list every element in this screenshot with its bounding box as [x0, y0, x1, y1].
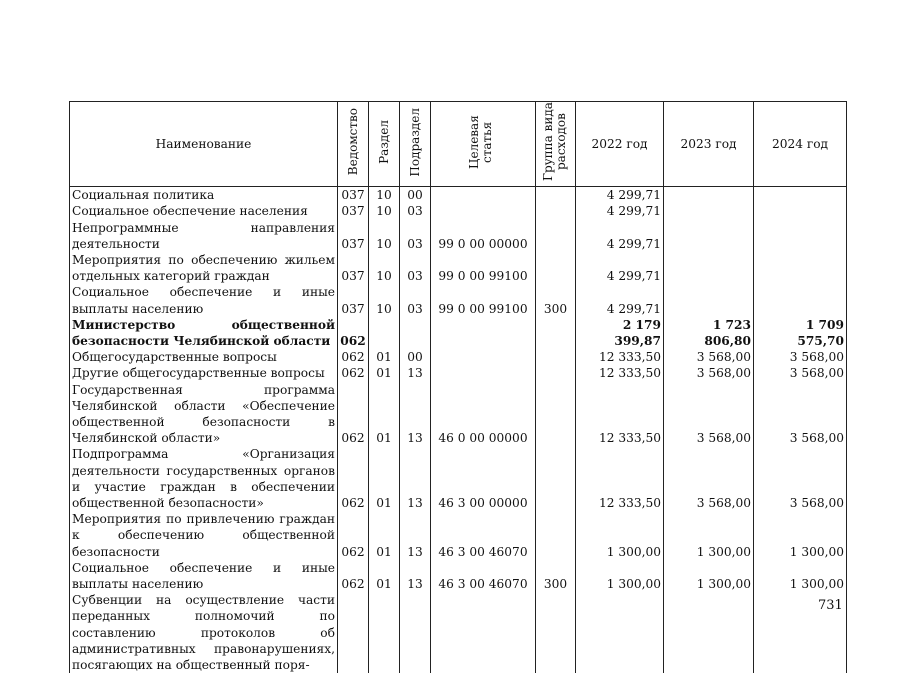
- cell-subsection: 13: [400, 365, 431, 381]
- cell-2023: [664, 284, 754, 316]
- cell-2022: 4 299,71: [576, 203, 664, 219]
- cell-2023: 3 568,00: [664, 365, 754, 381]
- cell-group: [536, 592, 576, 673]
- cell-2024: 1 300,00: [754, 511, 847, 560]
- cell-2022: [576, 592, 664, 673]
- cell-dept: 037: [338, 187, 369, 204]
- cell-name: Социальное обеспечение и иные выплаты населению: [70, 560, 338, 592]
- cell-2022: 4 299,71: [576, 220, 664, 252]
- cell-section: 01: [369, 560, 400, 592]
- cell-target: 46 0 00 00000: [431, 382, 536, 447]
- cell-group: [536, 317, 576, 349]
- cell-2023: [664, 592, 754, 673]
- cell-subsection: [400, 592, 431, 673]
- cell-name: Подпрограмма «Организация деятельности государственных органов и участие граждан в обеспечении общественной безопасности»: [70, 446, 338, 511]
- cell-dept: 037: [338, 203, 369, 219]
- cell-subsection: 00: [400, 349, 431, 365]
- cell-section: 10: [369, 220, 400, 252]
- cell-2024: [754, 203, 847, 219]
- cell-name: Субвенции на осуществление части переданных полномочий по составлению протоколов об административных правонарушениях, посягающих на общественный поря-: [70, 592, 338, 673]
- cell-group: [536, 511, 576, 560]
- cell-dept: 062: [338, 349, 369, 365]
- cell-section: 10: [369, 203, 400, 219]
- cell-subsection: [400, 317, 431, 349]
- cell-2022: 4 299,71: [576, 252, 664, 284]
- cell-2022: 2 179 399,87: [576, 317, 664, 349]
- cell-2024: [754, 220, 847, 252]
- cell-name: Мероприятия по привлечению граждан к обеспечению общественной безопасности: [70, 511, 338, 560]
- table-row: [70, 284, 847, 316]
- table-row: [70, 592, 847, 673]
- table-row: [70, 511, 847, 560]
- cell-2024: 3 568,00: [754, 349, 847, 365]
- cell-2023: 3 568,00: [664, 349, 754, 365]
- table-row: [70, 382, 847, 447]
- cell-target: 46 3 00 46070: [431, 560, 536, 592]
- cell-target: [431, 317, 536, 349]
- cell-2023: [664, 220, 754, 252]
- cell-subsection: 13: [400, 446, 431, 511]
- cell-target: 99 0 00 99100: [431, 284, 536, 316]
- cell-subsection: 03: [400, 220, 431, 252]
- cell-target: [431, 365, 536, 381]
- cell-subsection: 03: [400, 252, 431, 284]
- cell-target: 46 3 00 46070: [431, 511, 536, 560]
- cell-2022: 4 299,71: [576, 284, 664, 316]
- table-row: [70, 349, 847, 365]
- cell-2023: [664, 187, 754, 204]
- cell-group: [536, 349, 576, 365]
- budget-table: [69, 101, 847, 673]
- cell-2024: 3 568,00: [754, 365, 847, 381]
- cell-dept: 037: [338, 284, 369, 316]
- cell-target: [431, 203, 536, 219]
- cell-subsection: 00: [400, 187, 431, 204]
- cell-subsection: 13: [400, 382, 431, 447]
- header-group: Группа вида расходов: [540, 102, 568, 182]
- cell-group: [536, 203, 576, 219]
- page-number: 731: [818, 598, 843, 613]
- cell-group: [536, 446, 576, 511]
- cell-subsection: 03: [400, 203, 431, 219]
- cell-section: 01: [369, 349, 400, 365]
- cell-section: 01: [369, 446, 400, 511]
- header-name: Наименование: [70, 102, 338, 187]
- cell-name: Мероприятия по обеспечению жильем отдельных категорий граждан: [70, 252, 338, 284]
- cell-name: Министерство общественной безопасности Челябинской области: [70, 317, 338, 349]
- cell-name: Общегосударственные вопросы: [70, 349, 338, 365]
- cell-dept: 062: [338, 560, 369, 592]
- cell-2022: 4 299,71: [576, 187, 664, 204]
- header-section: Раздел: [376, 120, 391, 164]
- cell-2023: 1 300,00: [664, 511, 754, 560]
- cell-dept: 062: [338, 511, 369, 560]
- cell-target: [431, 187, 536, 204]
- table-row: [70, 203, 847, 219]
- header-2022: 2022 год: [576, 102, 664, 187]
- cell-2024: 1 709 575,70: [754, 317, 847, 349]
- cell-target: [431, 592, 536, 673]
- cell-section: 10: [369, 284, 400, 316]
- cell-subsection: 13: [400, 511, 431, 560]
- cell-group: 300: [536, 284, 576, 316]
- cell-2022: 1 300,00: [576, 511, 664, 560]
- cell-section: 01: [369, 365, 400, 381]
- cell-name: Социальное обеспечение и иные выплаты населению: [70, 284, 338, 316]
- cell-2024: [754, 187, 847, 204]
- cell-dept: [338, 592, 369, 673]
- cell-name: Другие общегосударственные вопросы: [70, 365, 338, 381]
- cell-2024: 3 568,00: [754, 446, 847, 511]
- cell-target: 99 0 00 00000: [431, 220, 536, 252]
- cell-dept: 037: [338, 252, 369, 284]
- table-row: [70, 220, 847, 252]
- cell-dept: 062: [338, 446, 369, 511]
- cell-2023: 3 568,00: [664, 382, 754, 447]
- cell-2022: 1 300,00: [576, 560, 664, 592]
- cell-2024: [754, 252, 847, 284]
- cell-2023: [664, 252, 754, 284]
- table-row: [70, 187, 847, 204]
- header-row: [70, 102, 847, 187]
- cell-name: Непрограммные направления деятельности: [70, 220, 338, 252]
- cell-2023: 3 568,00: [664, 446, 754, 511]
- header-2024: 2024 год: [754, 102, 847, 187]
- table-row: [70, 317, 847, 349]
- cell-name: Социальное обеспечение населения: [70, 203, 338, 219]
- header-dept: Ведомство: [345, 108, 360, 176]
- cell-section: 10: [369, 252, 400, 284]
- cell-dept: 062: [338, 317, 369, 349]
- cell-2024: 3 568,00: [754, 382, 847, 447]
- cell-2023: 1 300,00: [664, 560, 754, 592]
- cell-group: [536, 382, 576, 447]
- header-2023: 2023 год: [664, 102, 754, 187]
- cell-group: 300: [536, 560, 576, 592]
- cell-group: [536, 252, 576, 284]
- cell-target: 46 3 00 00000: [431, 446, 536, 511]
- cell-name: Государственная программа Челябинской области «Обеспечение общественной безопасности в Челябинской области»: [70, 382, 338, 447]
- cell-section: 10: [369, 187, 400, 204]
- cell-target: 99 0 00 99100: [431, 252, 536, 284]
- cell-2023: [664, 203, 754, 219]
- cell-section: 01: [369, 382, 400, 447]
- table-body: [70, 187, 847, 673]
- cell-2024: 1 300,00: [754, 560, 847, 592]
- table-row: [70, 446, 847, 511]
- cell-group: [536, 187, 576, 204]
- cell-section: [369, 317, 400, 349]
- cell-subsection: 13: [400, 560, 431, 592]
- table-row: [70, 560, 847, 592]
- cell-section: 01: [369, 511, 400, 560]
- cell-2022: 12 333,50: [576, 446, 664, 511]
- cell-2022: 12 333,50: [576, 382, 664, 447]
- cell-section: [369, 592, 400, 673]
- cell-2022: 12 333,50: [576, 349, 664, 365]
- header-target: Целевая статья: [467, 115, 494, 169]
- cell-target: [431, 349, 536, 365]
- header-subsection: Подраздел: [407, 107, 422, 177]
- table-row: [70, 252, 847, 284]
- cell-name: Социальная политика: [70, 187, 338, 204]
- cell-dept: 037: [338, 220, 369, 252]
- cell-2023: 1 723 806,80: [664, 317, 754, 349]
- cell-group: [536, 365, 576, 381]
- cell-2022: 12 333,50: [576, 365, 664, 381]
- cell-2024: [754, 284, 847, 316]
- table-row: [70, 365, 847, 381]
- cell-group: [536, 220, 576, 252]
- cell-dept: 062: [338, 382, 369, 447]
- cell-subsection: 03: [400, 284, 431, 316]
- cell-dept: 062: [338, 365, 369, 381]
